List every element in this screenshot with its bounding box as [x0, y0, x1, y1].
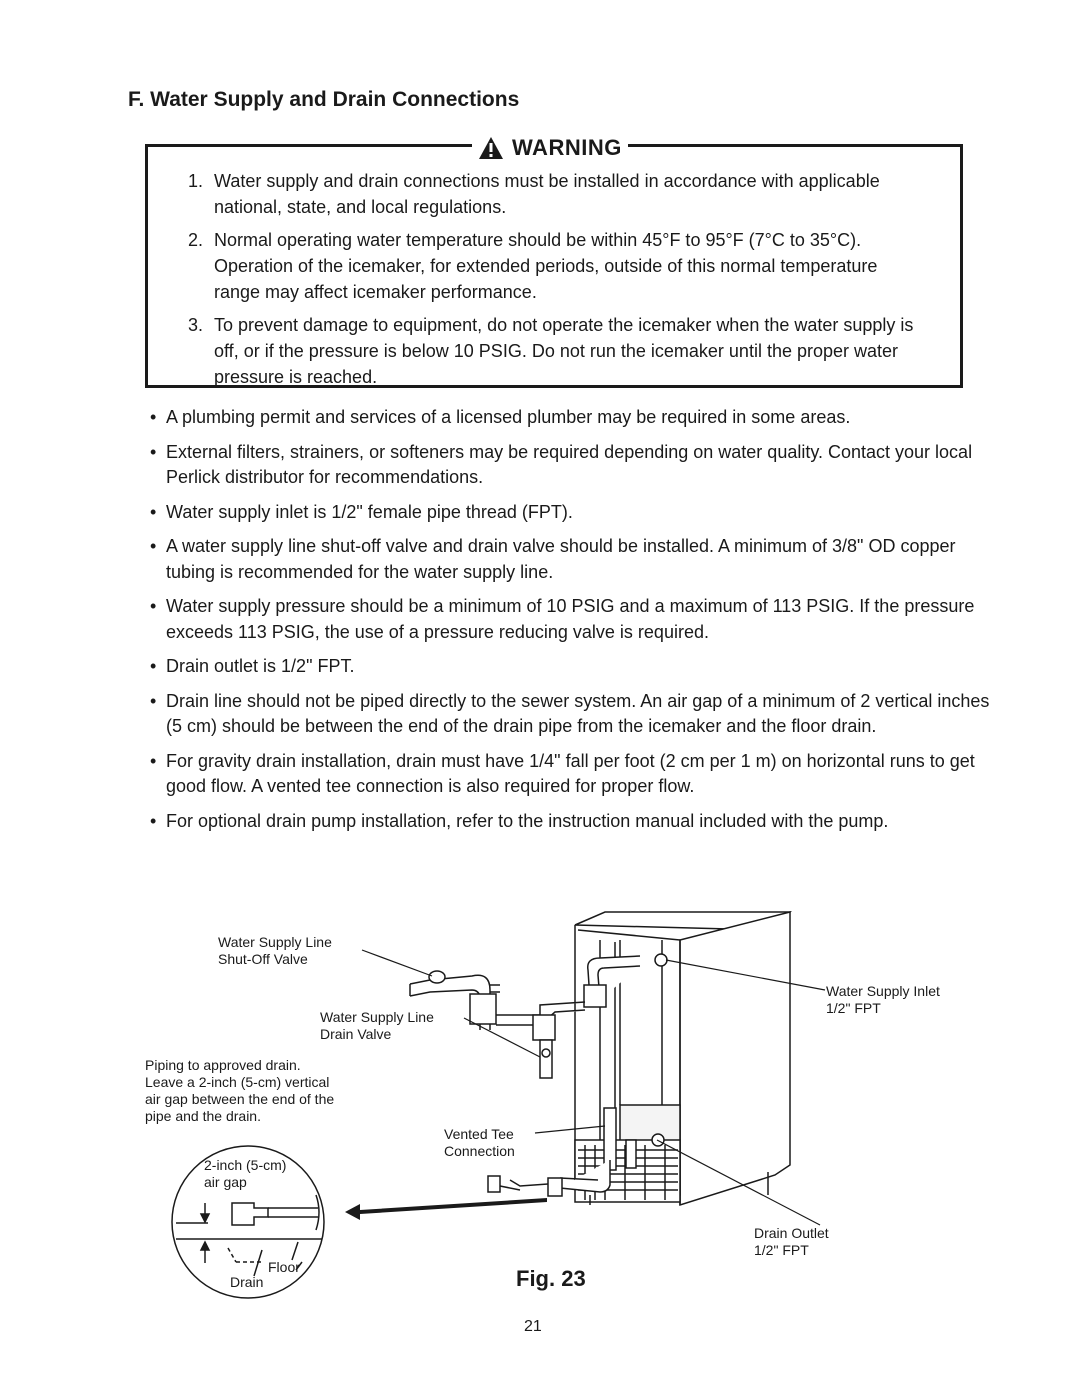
- list-item-text: A water supply line shut-off valve and drain valve should be installed. A minimum of 3/8" OD copper tubing is recommended for the water supply line.: [166, 536, 956, 582]
- page-number: 21: [524, 1318, 542, 1335]
- section-heading: F. Water Supply and Drain Connections: [128, 88, 520, 111]
- callout-text: Drain Valve: [320, 1026, 392, 1042]
- callout-text: 1/2" FPT: [826, 1000, 881, 1016]
- list-item-text: Drain line should not be piped directly to the sewer system. An air gap of a minimum of 2 vertical inches (5 cm) should be between the end of the drain pipe from the icemaker and the floor drain.: [166, 690, 990, 736]
- supply-piping: [410, 954, 667, 1078]
- warning-item-number: 3.: [188, 315, 204, 335]
- callout-text: Shut-Off Valve: [218, 951, 308, 967]
- callout-text: Drain: [230, 1274, 264, 1290]
- callout-text: Leave a 2-inch (5-cm) vertical: [145, 1074, 330, 1090]
- list-item-text: Water supply inlet is 1/2" female pipe thread (FPT).: [166, 501, 573, 522]
- list-item-text: For optional drain pump installation, refer to the instruction manual included with the pump.: [166, 810, 889, 831]
- callout-text: pipe and the drain.: [145, 1108, 261, 1124]
- list-item: • Drain outlet is 1/2" FPT.: [150, 654, 1000, 680]
- callout-text: air gap between the end of the: [145, 1091, 335, 1107]
- warning-item-text: Water supply and drain connections must be installed in accordance with applicable national, state, and local regulations.: [214, 171, 880, 217]
- list-item: • For optional drain pump installation, refer to the instruction manual included with the pump.: [150, 809, 1000, 835]
- warning-title-text: WARNING: [512, 135, 622, 160]
- list-item: • Water supply inlet is 1/2" female pipe thread (FPT).: [150, 500, 1000, 526]
- list-item: • A water supply line shut-off valve and drain valve should be installed. A minimum of 3/8" OD copper tubing is recommended for the water supply line.: [150, 534, 1000, 585]
- list-item: • Water supply pressure should be a minimum of 10 PSIG and a maximum of 113 PSIG. If the pressure exceeds 113 PSIG, the use of a pressure reducing valve is required.: [150, 594, 1000, 645]
- callout-text: Floor: [268, 1259, 300, 1275]
- list-item-text: External filters, strainers, or softeners may be required depending on water quality. Contact your local Perlick distributor for recommendations.: [166, 441, 973, 487]
- callout-text: 1/2" FPT: [754, 1242, 809, 1258]
- callout-text: Vented Tee: [444, 1126, 514, 1142]
- callout-text: Piping to approved drain.: [145, 1057, 301, 1073]
- warning-item-number: 2.: [188, 230, 204, 250]
- callout-text: Water Supply Line: [218, 934, 332, 950]
- figure-label: Fig. 23: [516, 1266, 586, 1291]
- list-item-text: Water supply pressure should be a minimum of 10 PSIG and a maximum of 113 PSIG. If the pressure exceeds 113 PSIG, the use of a pressure reducing valve is required.: [166, 596, 975, 642]
- list-item: • For gravity drain installation, drain must have 1/4" fall per foot (2 cm per 1 m) on horizontal runs to get good flow. A vented tee connection is also required for proper flow.: [150, 749, 1000, 800]
- warning-item-text: Normal operating water temperature should be within 45°F to 95°F (7°C to 35°C). Operation of the icemaker, for extended periods, outside of this normal temperature range may affect icemaker performance.: [214, 230, 878, 302]
- callout-text: air gap: [204, 1174, 247, 1190]
- callout-text: Water Supply Inlet: [826, 983, 940, 999]
- callout-text: Connection: [444, 1143, 515, 1159]
- callout-text: Drain Outlet: [754, 1225, 829, 1241]
- warning-item-number: 1.: [188, 171, 204, 191]
- list-item-text: A plumbing permit and services of a licensed plumber may be required in some areas.: [166, 407, 851, 427]
- list-item: • External filters, strainers, or softeners may be required depending on water quality. Contact your local Perlick distributor for recommendations.: [150, 440, 1000, 491]
- list-item: • A plumbing permit and services of a licensed plumber may be required in some areas.: [150, 405, 1000, 431]
- callout-text: Water Supply Line: [320, 1009, 434, 1025]
- list-item: • Drain line should not be piped directly to the sewer system. An air gap of a minimum of 2 vertical inches (5 cm) should be between the end of the drain pipe from the icemaker and the floor drain.: [150, 689, 1000, 740]
- list-item-text: For gravity drain installation, drain must have 1/4" fall per foot (2 cm per 1 m) on horizontal runs to get good flow. A vented tee connection is also required for proper flow.: [166, 750, 975, 796]
- callout-text: 2-inch (5-cm): [204, 1157, 287, 1173]
- warning-item-text: To prevent damage to equipment, do not operate the icemaker when the water supply is off, or if the pressure is below 10 PSIG. Do not run the icemaker until the proper water pressure is reached.: [214, 315, 914, 387]
- list-item-text: Drain outlet is 1/2" FPT.: [166, 656, 355, 676]
